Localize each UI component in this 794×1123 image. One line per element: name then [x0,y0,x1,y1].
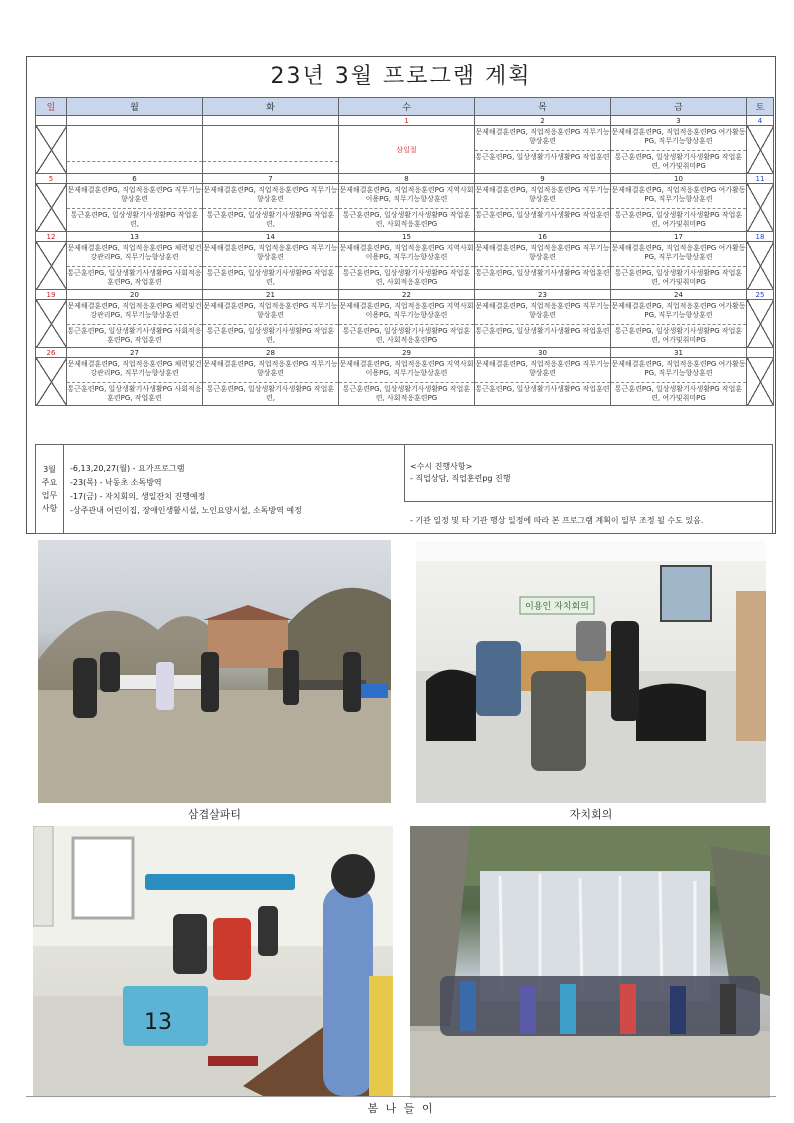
saturday-closed-cell [747,358,774,406]
weekday-date: 8 [339,174,475,184]
weekday-date [203,116,339,126]
afternoon-programs: 통근훈련PG, 일상생활기사생활PG 작업훈련, 사회적응훈련PG [342,269,471,286]
morning-programs: 문제해결훈련PG, 직업적응훈련PG 지역사회이용PG, 직무기능향상훈련 [339,242,474,267]
ongoing-title: <수시 진행사항> [410,462,473,471]
weekday-date: 6 [67,174,203,184]
key-task-item: -상주관내 어린이집, 장애인생활시설, 노인요양시설, 소독방역 예정 [70,506,302,515]
saturday-date: 4 [747,116,774,126]
saturday-closed-cell [747,184,774,232]
morning-programs: 문제해결훈련PG, 직업적응훈련PG 여가활동PG, 직무기능향상훈련 [611,242,746,267]
weekday-wed: 수 [339,98,475,116]
saturday-closed-cell [747,242,774,290]
morning-programs: 문제해결훈련PG, 직업적응훈련PG 직무기능향상훈련 [475,126,610,151]
morning-programs: 문제해결훈련PG, 직업적응훈련PG 직무기능향상훈련 [475,242,610,267]
afternoon-programs: 통근훈련PG, 일상생활기사생활PG 작업훈련 [475,211,610,219]
morning-programs: 문제해결훈련PG, 직업적응훈련PG 지역사회이용PG, 직무기능향상훈련 [339,300,474,325]
empty-slot [203,137,338,162]
railbike-plate: 13 [144,1010,172,1035]
program-cell [67,184,203,232]
saturday-date: 11 [747,174,774,184]
saturday-date: 25 [747,290,774,300]
calendar-date-row [36,290,774,300]
program-cell [339,184,475,232]
saturday-date: 18 [747,232,774,242]
photo-caption-council: 자치회의 [569,808,613,821]
sunday-date: 26 [36,348,67,358]
afternoon-programs: 통근훈련PG, 일상생활기사생활PG 작업훈련, [206,385,335,402]
afternoon-programs: 통근훈련PG, 일상생활기사생활PG 사회적응훈련PG, 작업훈련 [67,327,202,344]
afternoon-programs: 통근훈련PG, 일상생활기사생활PG 작업훈련, [206,327,335,344]
calendar-date-row [36,348,774,358]
program-cell [611,358,747,406]
photo-council-meeting [416,541,766,803]
program-cell [611,300,747,348]
weekday-date: 17 [611,232,747,242]
saturday-date [747,348,774,358]
afternoon-programs: 통근훈련PG, 일상생활기사생활PG 작업훈련, 여가및취미PG [614,385,743,402]
weekday-date: 1 [339,116,475,126]
key-tasks-list [70,462,400,518]
calendar-date-row [36,232,774,242]
morning-programs: 문제해결훈련PG, 직업적응훈련PG 체력및건강관리PG, 직무기능향상훈련 [67,300,202,325]
program-cell [475,126,611,174]
program-cell [203,184,339,232]
afternoon-programs: 통근훈련PG, 일상생활기사생활PG 작업훈련, [206,269,335,286]
program-cell [475,300,611,348]
morning-programs: 문제해결훈련PG, 직업적응훈련PG 여가활동PG, 직무기능향상훈련 [611,300,746,325]
holiday-cell: 삼일절 [339,126,475,174]
calendar-table [35,97,774,406]
program-cell [475,184,611,232]
ongoing-item: - 직업상담, 직업훈련pg 진행 [410,474,511,483]
footer-rule [26,1096,776,1097]
weekday-date: 7 [203,174,339,184]
weekday-date: 14 [203,232,339,242]
weekday-date: 30 [475,348,611,358]
afternoon-programs: 통근훈련PG, 일상생활기사생활PG 사회적응훈련PG, 작업훈련 [67,385,202,402]
sunday-closed-cell [36,358,67,406]
sunday-date: 12 [36,232,67,242]
notes-label-line: 사항 [41,504,58,513]
morning-programs: 문제해결훈련PG, 직업적응훈련PG 체력및건강관리PG, 직무기능향상훈련 [67,358,202,383]
program-cell [339,300,475,348]
morning-programs: 문제해결훈련PG, 직업적응훈련PG 직무기능향상훈련 [475,358,610,383]
weekday-date: 16 [475,232,611,242]
weekday-sat: 토 [747,98,774,116]
weekday-date: 20 [67,290,203,300]
weekday-tue: 화 [203,98,339,116]
weekday-date: 9 [475,174,611,184]
calendar-program-row [36,242,774,290]
photo-caption-bbq: 삼겹살파티 [187,808,242,821]
notes-divider [404,445,405,501]
morning-programs: 문제해결훈련PG, 직업적응훈련PG 체력및건강관리PG, 직무기능향상훈련 [67,242,202,267]
empty-day-cell [203,126,339,174]
morning-programs: 문제해결훈련PG, 직업적응훈련PG 직무기능향상훈련 [203,300,338,325]
notes-label-line: 3월 [43,465,56,474]
weekday-date: 2 [475,116,611,126]
morning-programs: 문제해결훈련PG, 직업적응훈련PG 여가활동PG, 직무기능향상훈련 [611,358,746,383]
weekday-date: 13 [67,232,203,242]
sunday-closed-cell [36,242,67,290]
page-title: 23년 3월 프로그램 계획 [270,64,532,89]
weekday-mon: 월 [67,98,203,116]
calendar-program-row [36,358,774,406]
notes-label-line: 업무 [41,491,58,500]
morning-programs: 문제해결훈련PG, 직업적응훈련PG 직무기능향상훈련 [475,184,610,209]
program-cell [611,242,747,290]
morning-programs: 문제해결훈련PG, 직업적응훈련PG 직무기능향상훈련 [203,358,338,383]
weekday-date: 31 [611,348,747,358]
photo-bbq-party [38,540,391,803]
sunday-date [36,116,67,126]
empty-slot [67,137,202,162]
sunday-closed-cell [36,184,67,232]
program-cell [339,242,475,290]
morning-programs: 문제해결훈련PG, 직업적응훈련PG 여가활동PG, 직무기능향상훈련 [611,184,746,209]
photo-rail-bike [33,826,393,1096]
afternoon-programs: 통근훈련PG, 일상생활기사생활PG 작업훈련, 사회적응훈련PG [342,327,471,344]
calendar-date-row [36,116,774,126]
program-cell [611,184,747,232]
notes-label-line: 주요 [41,478,58,487]
afternoon-programs: 통근훈련PG, 일상생활기사생활PG 작업훈련, 여가및취미PG [614,269,743,286]
afternoon-programs: 통근훈련PG, 일상생활기사생활PG 작업훈련 [475,269,610,277]
notes-divider [404,501,773,502]
morning-programs: 문제해결훈련PG, 직업적응훈련PG 직무기능향상훈련 [67,184,202,209]
program-cell [203,242,339,290]
weekday-fri: 금 [611,98,747,116]
morning-programs: 문제해결훈련PG, 직업적응훈련PG 지역사회이용PG, 직무기능향상훈련 [339,358,474,383]
weekday-date: 10 [611,174,747,184]
afternoon-programs: 통근훈련PG, 일상생활기사생활PG 작업훈련, 사회적응훈련PG [342,385,471,402]
weekday-date [67,116,203,126]
morning-programs: 문제해결훈련PG, 직업적응훈련PG 직무기능향상훈련 [203,184,338,209]
key-task-item: -23(목) - 낙동초 소독방역 [70,478,162,487]
program-cell [67,300,203,348]
calendar-program-row [36,184,774,232]
monthly-notes [35,444,773,534]
program-cell [475,358,611,406]
weekday-date: 23 [475,290,611,300]
calendar-program-row [36,300,774,348]
afternoon-programs: 통근훈련PG, 일상생활기사생활PG 작업훈련, 여가및취미PG [614,153,743,170]
calendar-program-row [36,126,774,174]
key-task-item: -17(금) - 자치회의, 생일잔치 진행예정 [70,492,206,501]
program-cell [339,358,475,406]
weekday-date: 15 [339,232,475,242]
weekday-date: 3 [611,116,747,126]
afternoon-programs: 통근훈련PG, 일상생활기사생활PG 사회적응훈련PG, 작업훈련 [67,269,202,286]
morning-programs: 문제해결훈련PG, 직업적응훈련PG 여가활동PG, 직무기능향상훈련 [611,126,746,151]
saturday-closed-cell [747,126,774,174]
program-cell [611,126,747,174]
weekday-date: 28 [203,348,339,358]
afternoon-programs: 통근훈련PG, 일상생활기사생활PG 작업훈련 [475,327,610,335]
sunday-date: 19 [36,290,67,300]
afternoon-programs: 통근훈련PG, 일상생활기사생활PG 작업훈련 [475,153,610,161]
council-banner: 이용인 자치회의 [525,602,589,612]
afternoon-programs: 통근훈련PG, 일상생활기사생활PG 작업훈련, [206,211,335,228]
morning-programs: 문제해결훈련PG, 직업적응훈련PG 직무기능향상훈련 [475,300,610,325]
program-cell [203,300,339,348]
afternoon-programs: 통근훈련PG, 일상생활기사생활PG 작업훈련, 사회적응훈련PG [342,211,471,228]
afternoon-programs: 통근훈련PG, 일상생활기사생활PG 작업훈련 [475,385,610,393]
photo-spring-outing [410,826,770,1098]
program-cell [475,242,611,290]
program-cell [67,358,203,406]
sunday-closed-cell [36,300,67,348]
afternoon-programs: 통근훈련PG, 일상생활기사생활PG 작업훈련, 여가및취미PG [614,327,743,344]
weekday-date: 24 [611,290,747,300]
key-task-item: -6,13,20,27(월) - 요가프로그램 [70,464,185,473]
calendar-date-row [36,174,774,184]
weekday-header-row [36,98,774,116]
morning-programs: 문제해결훈련PG, 직업적응훈련PG 지역사회이용PG, 직무기능향상훈련 [339,184,474,209]
weekday-date: 29 [339,348,475,358]
weekday-date: 22 [339,290,475,300]
program-cell [67,242,203,290]
schedule-adjust-note: - 기관 일정 및 타 기관 행상 일정에 따라 본 프로그램 계획이 일부 조정 될 수도 있음. [410,516,704,525]
weekday-sun: 일 [36,98,67,116]
afternoon-programs: 통근훈련PG, 일상생활기사생활PG 작업훈련, 여가및취미PG [614,211,743,228]
notes-label [36,445,64,533]
afternoon-programs: 통근훈련PG, 일상생활기사생활PG 작업훈련, [70,211,199,228]
ongoing-items [410,461,770,485]
sunday-closed-cell [36,126,67,174]
sunday-date: 5 [36,174,67,184]
saturday-closed-cell [747,300,774,348]
weekday-thu: 목 [475,98,611,116]
weekday-date: 21 [203,290,339,300]
morning-programs: 문제해결훈련PG, 직업적응훈련PG 직무기능향상훈련 [203,242,338,267]
weekday-date: 27 [67,348,203,358]
photo-caption-outing: 봄 나 들 이 [367,1102,435,1115]
program-cell [203,358,339,406]
empty-day-cell [67,126,203,174]
